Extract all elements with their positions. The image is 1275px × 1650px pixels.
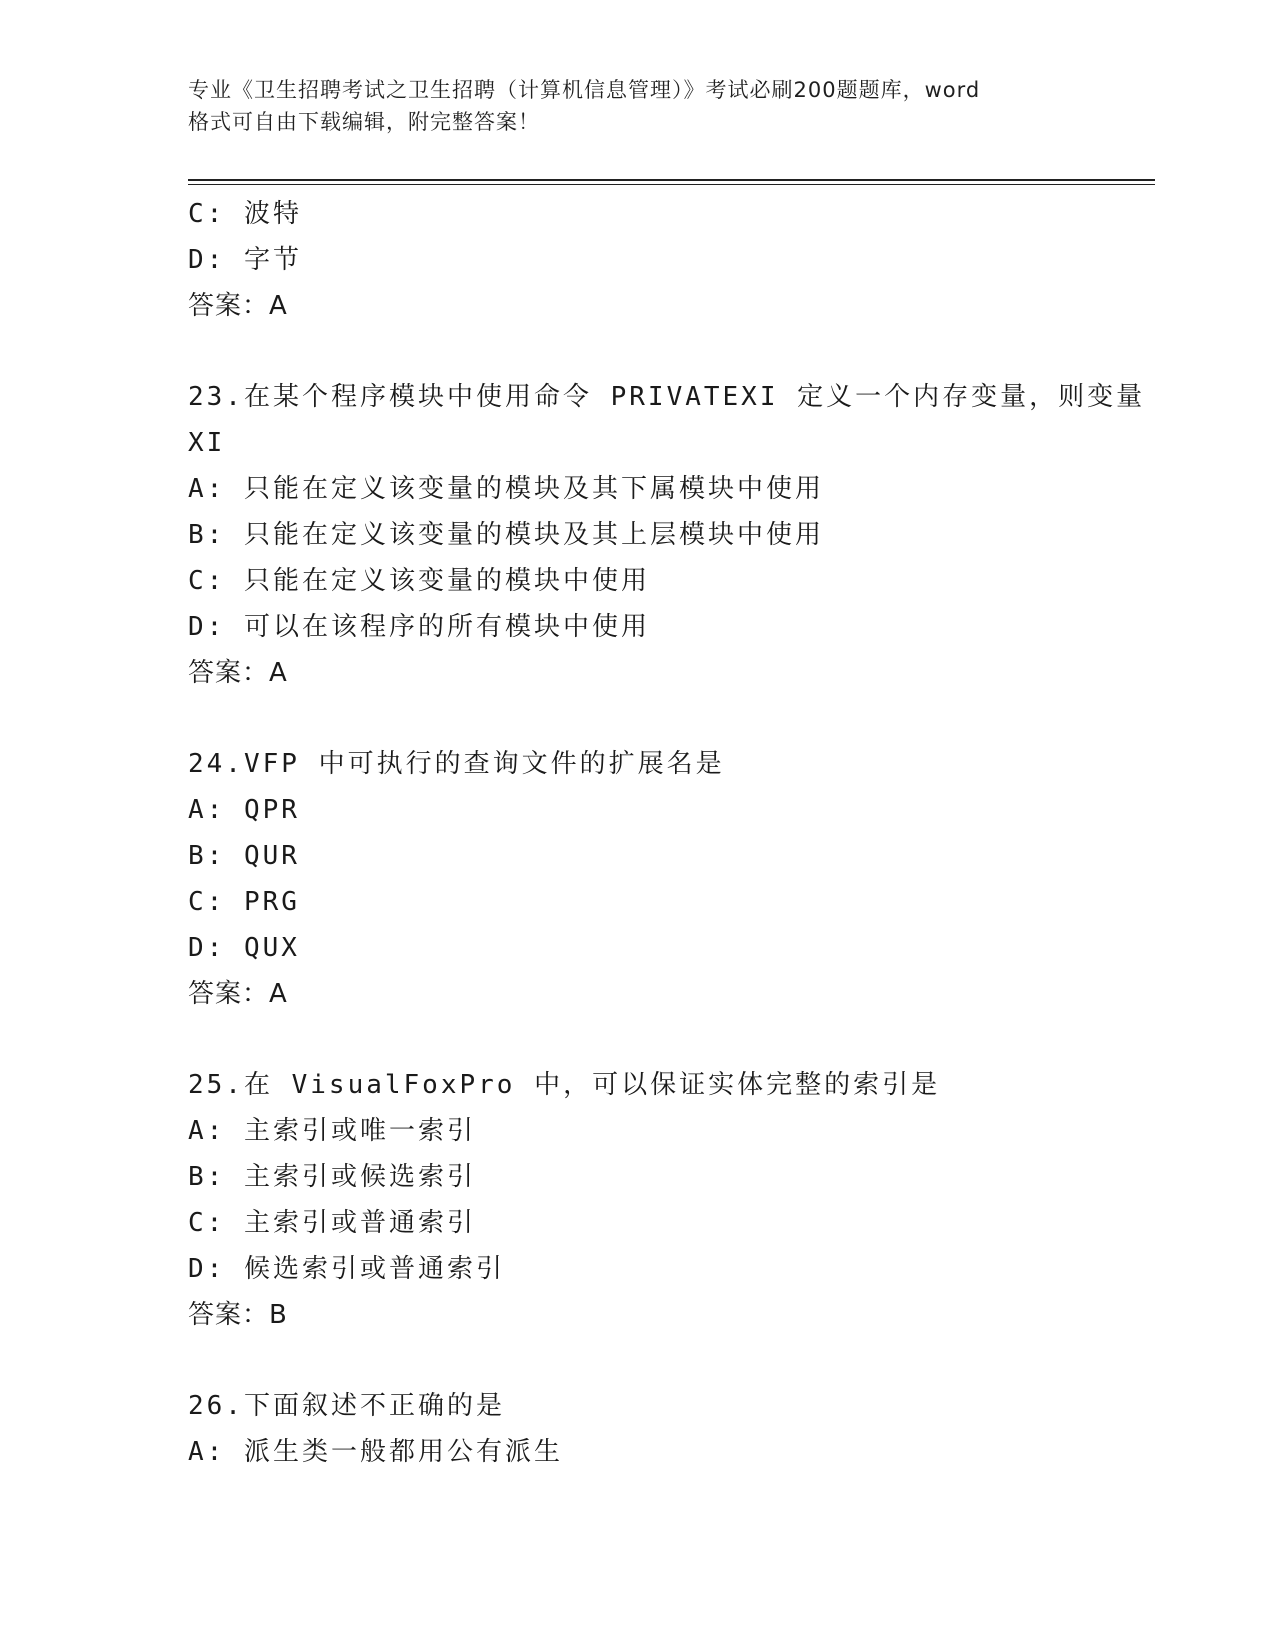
question-22-continued	[188, 191, 1128, 329]
spacer	[188, 1338, 1128, 1383]
option-c: C: 主索引或普通索引	[188, 1208, 476, 1238]
spacer	[188, 329, 1128, 374]
question-24	[188, 741, 1128, 1017]
spacer	[188, 1017, 1128, 1062]
question-23	[188, 374, 1146, 696]
option-d: D: 字节	[188, 245, 302, 275]
header-divider-thin	[188, 184, 1155, 185]
option-b: B: QUR	[188, 841, 300, 871]
option-a: A: 派生类一般都用公有派生	[188, 1437, 563, 1467]
question-list	[188, 191, 1146, 1475]
header-title-line-1: 专业《卫生招聘考试之卫生招聘（计算机信息管理）》考试必刷200题题库，word	[188, 78, 981, 102]
option-c: C: 波特	[188, 199, 302, 229]
question-stem: 23.在某个程序模块中使用命令 PRIVATEXI 定义一个内存变量，则变量	[188, 382, 1146, 412]
answer-line: 答案：A	[188, 291, 288, 321]
option-b: B: 只能在定义该变量的模块及其上层模块中使用	[188, 520, 824, 550]
answer-line: 答案：A	[188, 658, 288, 688]
answer-line: 答案：A	[188, 979, 288, 1009]
question-26	[188, 1383, 1128, 1475]
question-25	[188, 1062, 1128, 1338]
question-stem: 26.下面叙述不正确的是	[188, 1391, 505, 1421]
question-stem: 25.在 VisualFoxPro 中，可以保证实体完整的索引是	[188, 1070, 941, 1100]
document-header	[188, 74, 1088, 138]
question-stem: 24.VFP 中可执行的查询文件的扩展名是	[188, 749, 725, 779]
option-c: C: 只能在定义该变量的模块中使用	[188, 566, 650, 596]
option-d: D: QUX	[188, 933, 300, 963]
header-title-line-2: 格式可自由下载编辑，附完整答案！	[188, 110, 540, 134]
option-d: D: 可以在该程序的所有模块中使用	[188, 612, 650, 642]
option-b: B: 主索引或候选索引	[188, 1162, 476, 1192]
option-a: A: 只能在定义该变量的模块及其下属模块中使用	[188, 474, 824, 504]
header-divider-thick	[188, 179, 1155, 181]
question-stem-continued: XI	[188, 428, 226, 458]
answer-line: 答案：B	[188, 1300, 288, 1330]
option-c: C: PRG	[188, 887, 300, 917]
option-d: D: 候选索引或普通索引	[188, 1254, 505, 1284]
option-a: A: 主索引或唯一索引	[188, 1116, 476, 1146]
option-a: A: QPR	[188, 795, 300, 825]
spacer	[188, 696, 1128, 741]
